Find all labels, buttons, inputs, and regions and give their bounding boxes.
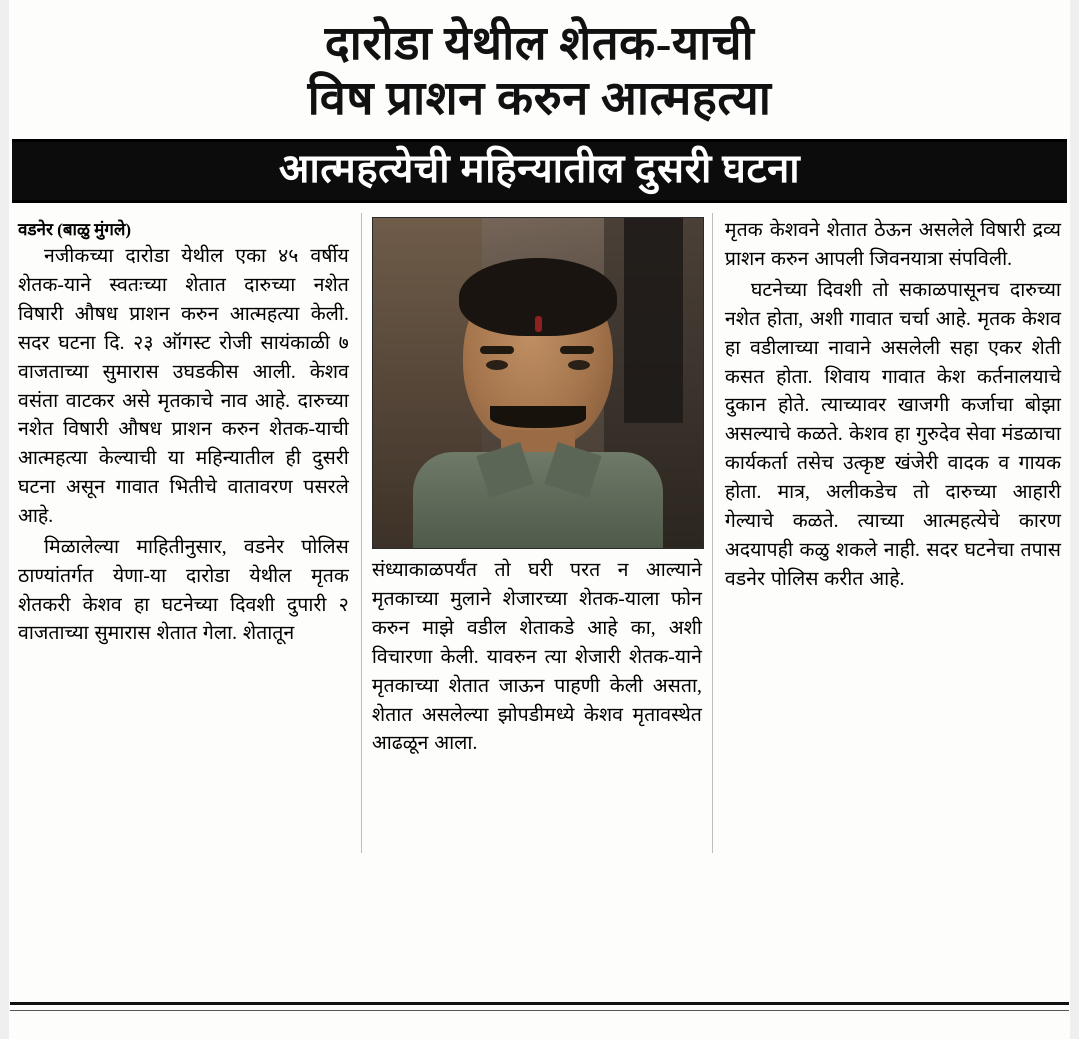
photo-tilak [535, 316, 542, 332]
article-columns [14, 213, 1065, 853]
subheadline-banner: आत्महत्येची महिन्यातील दुसरी घटना [12, 139, 1067, 203]
portrait-photo [372, 217, 704, 549]
photo-shirt [413, 452, 663, 548]
column-left [14, 213, 361, 853]
column-right [713, 213, 1065, 853]
photo-doorway [624, 218, 683, 423]
photo-eyebrow-right [560, 346, 594, 354]
page-edge-right [1070, 0, 1079, 1039]
bottom-divider [10, 1002, 1069, 1005]
paragraph: मिळालेल्या माहितीनुसार, वडनेर पोलिस ठाण्यांतर्गत येणा-या दारोडा येथील मृतक शेतकरी केशव हा घटनेच्या दिवशी दुपारी २ वाजताच्या सुमारास शेतात गेला. शेतातून [18, 536, 349, 645]
photo-eyebrow-left [480, 346, 514, 354]
paragraph: घटनेच्या दिवशी तो सकाळपासूनच दारुच्या नशेत होता, अशी गावात चर्चा आहे. मृतक केशव हा वडीलाच्या नावाने असलेली सहा एकर शेती कसत होता. शिवाय गावात केश कर्तनालयाचे दुकान होते. त्याच्यावर खाजगी कर्जाचा बोझा असल्याचे कळते. केशव हा गुरुदेव सेवा मंडळाचा कार्यकर्ता तसेच उत्कृष्ट खंजेरी वादक व गायक होता. मात्र, अलीकडेच तो दारुच्या आहारी गेल्याचे कळते. त्याच्या आत्महत्येचे कारण अदयापही कळु शकले नाही. सदर घटनेचा तपास वडनेर पोलिस करीत आहे. [724, 279, 1061, 590]
column-middle [361, 213, 713, 853]
paragraph: संध्याकाळपर्यंत तो घरी परत न आल्याने मृतकाच्या मुलाने शेजारच्या शेतक-याला फोन करुन माझे वडील शेताकडे आहे का, अशी विचारणा केली. यावरुन त्या शेजारी शेतक-याने मृतकाच्या शेतात जाऊन पाहणी केली असता, शेतात असलेल्या झोपडीमध्ये केशव मृतावस्थेत आढळून आला. [371, 560, 702, 755]
headline-block [0, 0, 1079, 125]
headline-line-1: दारोडा येथील शेतक-याची [324, 18, 755, 70]
page-edge-left [0, 0, 9, 1039]
paragraph: मृतक केशवने शेतात ठेऊन असलेले विषारी द्रव्य प्राशन करुन आपली जिवनयात्रा संपविली. [724, 220, 1061, 271]
photo-mustache [490, 406, 586, 428]
headline-line-2: विष प्राशन करुन आत्महत्या [307, 72, 772, 125]
paragraph: नजीकच्या दारोडा येथील एका ४५ वर्षीय शेतक-याने स्वतःच्या शेतात दारुच्या नशेत विषारी औषध प्राशन करुन आत्महत्या केली. सदर घटना दि. २३ ऑगस्ट रोजी सायंकाळी ७ वाजताच्या सुमारास उघडकीस आली. केशव वसंता वाटकर असे मृतकाचे नाव आहे. दारुच्या नशेत विषारी औषध प्राशन करुन शेतक-याची आत्महत्या केल्याची या महिन्यातील ही दुसरी घटना असून गावात भितीचे वातावरण पसरले आहे. [18, 246, 349, 527]
byline: वडनेर (बाळु मुंगले) [18, 220, 132, 240]
bottom-divider-secondary [10, 1010, 1069, 1011]
